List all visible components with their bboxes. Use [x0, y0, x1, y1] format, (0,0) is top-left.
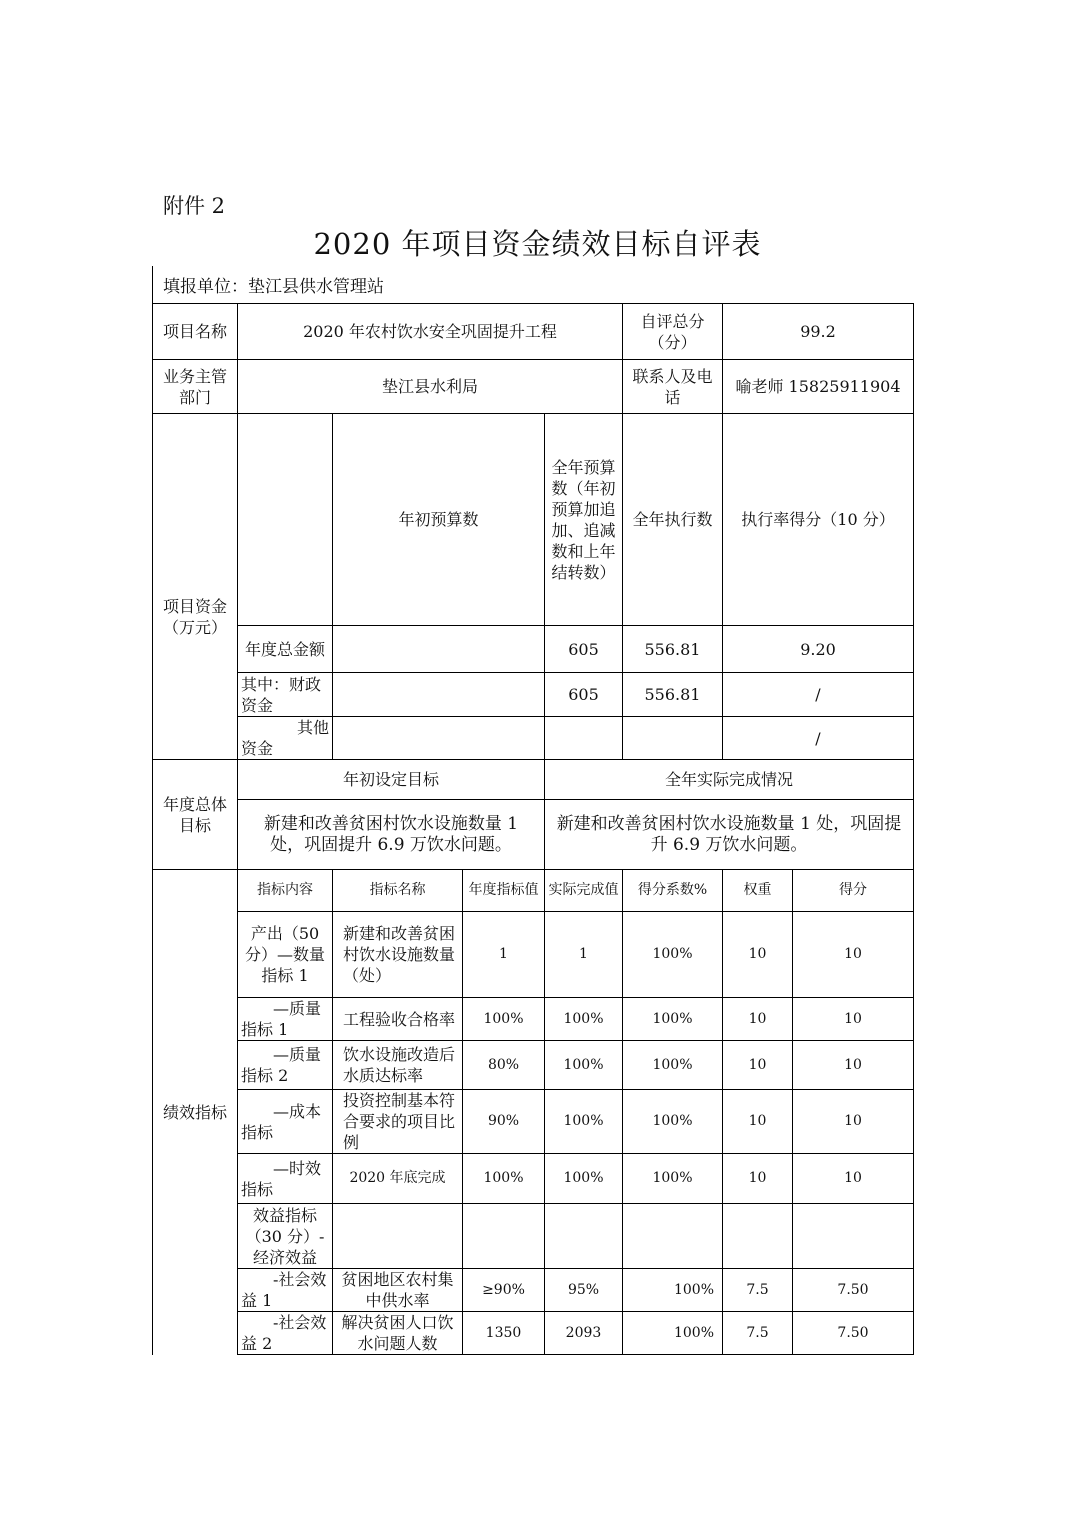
- perf-header: 指标内容: [238, 870, 333, 912]
- perf-row-score: 10: [793, 1154, 914, 1204]
- perf-row-target: 80%: [463, 1041, 545, 1090]
- perf-row-coef: [623, 1204, 723, 1269]
- perf-row-content: —成本指标: [238, 1090, 333, 1154]
- perf-row-weight: 10: [723, 1090, 793, 1154]
- funds-col-rate: 执行率得分（10 分）: [723, 414, 914, 626]
- funds-row-initial: [333, 626, 545, 673]
- perf-row-score: 10: [793, 1090, 914, 1154]
- funds-row-exec: [623, 717, 723, 760]
- perf-row-content: —质量指标 2: [238, 1041, 333, 1090]
- funds-row-rate: 9.20: [723, 626, 914, 673]
- funds-row-rate: /: [723, 673, 914, 717]
- perf-row-name: 解决贫困人口饮水问题人数: [333, 1312, 463, 1355]
- attachment-label: 附件 2: [163, 194, 226, 218]
- perf-row-actual: 95%: [545, 1269, 623, 1312]
- perf-row-content: 效益指标（30 分）-经济效益: [238, 1204, 333, 1269]
- funds-row-full: [545, 717, 623, 760]
- funds-label: 项目资金（万元）: [153, 414, 238, 760]
- dept-label: 业务主管部门: [153, 360, 238, 414]
- contact-label: 联系人及电话: [623, 360, 723, 414]
- perf-row-actual: 100%: [545, 1154, 623, 1204]
- frame-divider: [152, 266, 153, 304]
- annual-goal-col-set: 年初设定目标: [238, 760, 545, 800]
- perf-row-actual: 100%: [545, 1041, 623, 1090]
- perf-header: 权重: [723, 870, 793, 912]
- perf-row-weight: 7.5: [723, 1312, 793, 1355]
- funds-row-rate: /: [723, 717, 914, 760]
- perf-row-weight: 10: [723, 1154, 793, 1204]
- funds-row-exec: 556.81: [623, 626, 723, 673]
- perf-header: 得分: [793, 870, 914, 912]
- perf-row-coef: 100%: [623, 1154, 723, 1204]
- perf-row-name: 工程验收合格率: [333, 998, 463, 1041]
- self-score: 99.2: [723, 304, 914, 360]
- perf-row-coef: 100%: [623, 1312, 723, 1355]
- perf-row-name: 新建和改善贫困村饮水设施数量（处）: [333, 912, 463, 998]
- perf-row-content: -社会效益 2: [238, 1312, 333, 1355]
- evaluation-table: [152, 303, 914, 1355]
- perf-row-score: 10: [793, 998, 914, 1041]
- perf-row-target: 100%: [463, 1154, 545, 1204]
- funds-row-initial: [333, 673, 545, 717]
- annual-goal-set: 新建和改善贫困村饮水设施数量 1 处，巩固提升 6.9 万饮水问题。: [238, 800, 545, 870]
- contact-value: 喻老师 15825911904: [723, 360, 914, 414]
- perf-row-actual: 100%: [545, 1090, 623, 1154]
- funds-row-exec: 556.81: [623, 673, 723, 717]
- perf-row-name: 2020 年底完成: [333, 1154, 463, 1204]
- perf-row-target: ≥90%: [463, 1269, 545, 1312]
- annual-goal-col-actual: 全年实际完成情况: [545, 760, 914, 800]
- annual-goal-label: 年度总体目标: [153, 760, 238, 870]
- funds-row-initial: [333, 717, 545, 760]
- project-name: 2020 年农村饮水安全巩固提升工程: [238, 304, 623, 360]
- perf-row-coef: 100%: [623, 998, 723, 1041]
- perf-row-weight: 10: [723, 998, 793, 1041]
- perf-row-target: 100%: [463, 998, 545, 1041]
- perf-row-content: —质量指标 1: [238, 998, 333, 1041]
- perf-row-name: [333, 1204, 463, 1269]
- perf-row-score: 7.50: [793, 1312, 914, 1355]
- perf-row-weight: [723, 1204, 793, 1269]
- perf-row-score: 10: [793, 912, 914, 998]
- perf-row-content: -社会效益 1: [238, 1269, 333, 1312]
- perf-row-target: [463, 1204, 545, 1269]
- perf-row-content: —时效指标: [238, 1154, 333, 1204]
- perf-row-score: 10: [793, 1041, 914, 1090]
- perf-label: 绩效指标: [153, 870, 238, 1355]
- perf-header: 得分系数%: [623, 870, 723, 912]
- annual-goal-actual: 新建和改善贫困村饮水设施数量 1 处，巩固提升 6.9 万饮水问题。: [545, 800, 914, 870]
- funds-row-full: 605: [545, 626, 623, 673]
- perf-row-actual: [545, 1204, 623, 1269]
- self-score-label: 自评总分（分）: [623, 304, 723, 360]
- perf-row-target: 1: [463, 912, 545, 998]
- perf-row-score: [793, 1204, 914, 1269]
- perf-row-actual: 100%: [545, 998, 623, 1041]
- funds-col-exec: 全年执行数: [623, 414, 723, 626]
- perf-row-content: 产出（50 分）—数量指标 1: [238, 912, 333, 998]
- perf-row-actual: 1: [545, 912, 623, 998]
- funds-row-name: 其中：财政资金: [238, 673, 333, 717]
- perf-row-target: 90%: [463, 1090, 545, 1154]
- project-name-label: 项目名称: [153, 304, 238, 360]
- funds-row-name: 年度总金额: [238, 626, 333, 673]
- perf-row-coef: 100%: [623, 1041, 723, 1090]
- perf-row-name: 贫困地区农村集中供水率: [333, 1269, 463, 1312]
- perf-row-coef: 100%: [623, 1090, 723, 1154]
- perf-header: 指标名称: [333, 870, 463, 912]
- perf-row-weight: 10: [723, 912, 793, 998]
- funds-col-full: 全年预算数（年初预算加追加、追减数和上年结转数）: [545, 414, 623, 626]
- perf-row-target: 1350: [463, 1312, 545, 1355]
- funds-col-initial: 年初预算数: [333, 414, 545, 626]
- perf-row-actual: 2093: [545, 1312, 623, 1355]
- perf-header: 年度指标值: [463, 870, 545, 912]
- perf-row-name: 饮水设施改造后水质达标率: [333, 1041, 463, 1090]
- perf-row-coef: 100%: [623, 912, 723, 998]
- funds-blank-header: [238, 414, 333, 626]
- page-title: 2020 年项目资金绩效目标自评表: [313, 227, 762, 261]
- fill-unit: 填报单位：垫江县供水管理站: [163, 277, 384, 297]
- perf-row-weight: 7.5: [723, 1269, 793, 1312]
- funds-row-name: 其他资金: [238, 717, 333, 760]
- perf-row-score: 7.50: [793, 1269, 914, 1312]
- funds-row-full: 605: [545, 673, 623, 717]
- perf-header: 实际完成值: [545, 870, 623, 912]
- perf-row-name: 投资控制基本符合要求的项目比例: [333, 1090, 463, 1154]
- dept-value: 垫江县水利局: [238, 360, 623, 414]
- perf-row-weight: 10: [723, 1041, 793, 1090]
- perf-row-coef: 100%: [623, 1269, 723, 1312]
